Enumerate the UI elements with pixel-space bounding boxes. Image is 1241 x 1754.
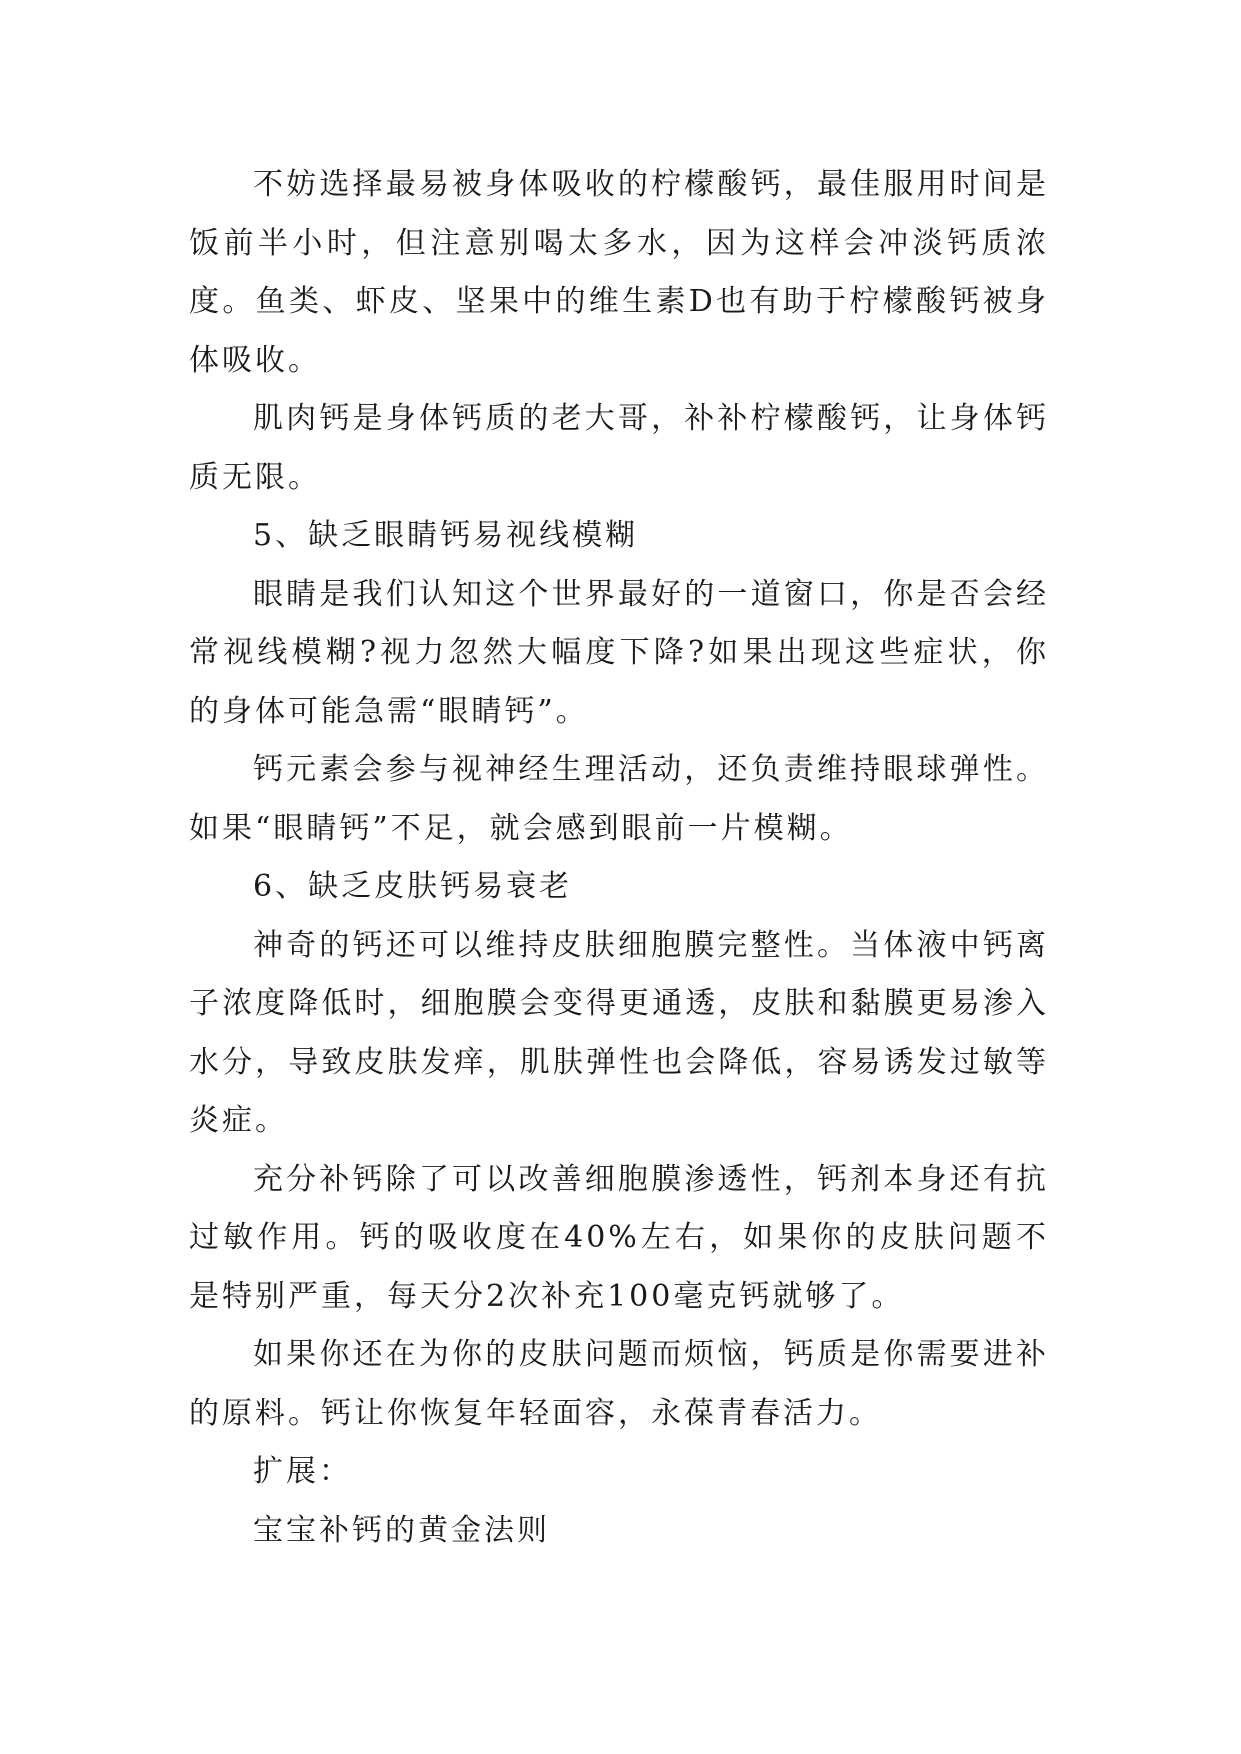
heading-eye-calcium: 5、缺乏眼睛钙易视线模糊	[253, 518, 639, 553]
paragraph-optic-nerve: 钙元素会参与视神经生理活动，还负责维持眼球弹性。如果“眼睛钙”不足，就会感到眼前一片模糊。	[189, 752, 1049, 846]
paragraph-absorption: 充分补钙除了可以改善细胞膜渗透性，钙剂本身还有抗过敏作用。钙的吸收度在40%左右，如果你的皮肤问题不是特别严重，每天分2次补充100毫克钙就够了。	[189, 1161, 1049, 1314]
paragraph-eye-window: 眼睛是我们认知这个世界最好的一道窗口，你是否会经常视线模糊?视力忽然大幅度下降?如果出现这些症状，你的身体可能急需“眼睛钙”。	[189, 576, 1049, 729]
paragraph-calcium-citrate: 不妨选择最易被身体吸收的柠檬酸钙，最佳服用时间是饭前半小时，但注意别喝太多水，因为这样会冲淡钙质浓度。鱼类、虾皮、坚果中的维生素D也有助于柠檬酸钙被身体吸收。	[189, 167, 1049, 378]
paragraph-skin-worries: 如果你还在为你的皮肤问题而烦恼，钙质是你需要进补的原料。钙让你恢复年轻面容，永葆青春活力。	[189, 1337, 1049, 1431]
paragraph-baby-calcium-title: 宝宝补钙的黄金法则	[253, 1512, 550, 1548]
heading-skin-calcium: 6、缺乏皮肤钙易衰老	[253, 869, 573, 904]
paragraph-cell-membrane: 神奇的钙还可以维持皮肤细胞膜完整性。当体液中钙离子浓度降低时，细胞膜会变得更通透，皮肤和黏膜更易渗入水分，导致皮肤发痒，肌肤弹性也会降低，容易诱发过敏等炎症。	[189, 927, 1049, 1138]
document-body	[189, 156, 1049, 1560]
paragraph-muscle-calcium: 肌肉钙是身体钙质的老大哥，补补柠檬酸钙，让身体钙质无限。	[189, 401, 1049, 495]
paragraph-extension-label: 扩展：	[253, 1454, 352, 1489]
